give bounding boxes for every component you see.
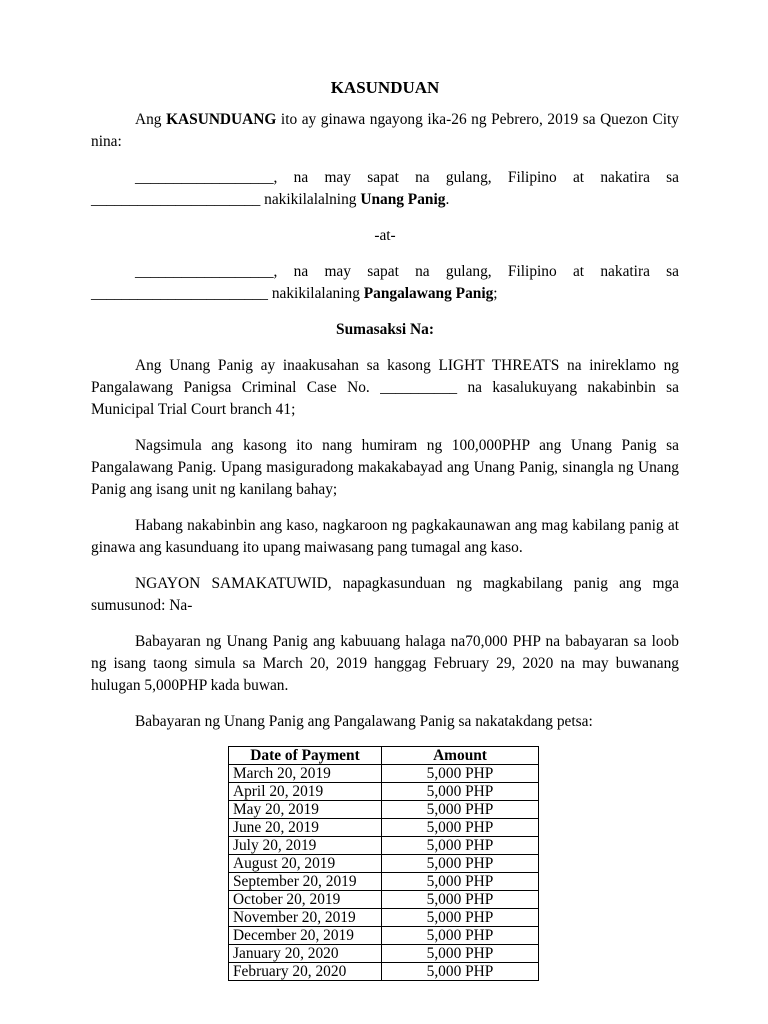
payment-date: October 20, 2019 — [229, 891, 382, 909]
paragraph-agreement: Habang nakabinbin ang kaso, nagkaroon ng pagkakaunawan ang mag kabilang panig at ginawa ang kasunduang ito upang maiwasang pang tumagal ang kaso. — [91, 517, 679, 556]
table-header-row — [229, 747, 539, 765]
table-row — [229, 855, 539, 873]
header-amount: Amount — [382, 747, 539, 765]
table-row — [229, 927, 539, 945]
paragraph-origin: Nagsimula ang kasong ito nang humiram ng 100,000PHP ang Unang Panig sa Pangalawang Panig. Upang masiguradong makakabayad ang Unang Panig, sinangla ng Unang Panig ang isang unit ng kanilang bahay; — [91, 437, 679, 498]
payment-date: December 20, 2019 — [229, 927, 382, 945]
payment-date: July 20, 2019 — [229, 837, 382, 855]
party1-text: __________________, na may sapat na gulang, Filipino at nakatira sa ______________________ nakikilalalning — [91, 169, 679, 208]
paragraph-payment-terms: Babayaran ng Unang Panig ang kabuuang halaga na70,000 PHP na babayaran sa loob ng isang taong simula sa March 20, 2019 hanggag February 29, 2020 na may buwanang hulugan 5,000PHP kada buwan. — [91, 633, 679, 694]
payment-amount: 5,000 PHP — [382, 855, 539, 873]
payment-date: November 20, 2019 — [229, 909, 382, 927]
payment-table — [228, 746, 539, 981]
party1-paragraph — [91, 167, 679, 211]
document-title: KASUNDUAN — [330, 78, 440, 97]
party1-role: Unang Panig — [360, 191, 446, 208]
payment-date: February 20, 2020 — [229, 963, 382, 981]
witness-heading: Sumasaksi Na: — [336, 321, 434, 338]
payment-schedule — [228, 746, 679, 981]
table-row — [229, 765, 539, 783]
payment-amount: 5,000 PHP — [382, 765, 539, 783]
payment-amount: 5,000 PHP — [382, 873, 539, 891]
payment-date: August 20, 2019 — [229, 855, 382, 873]
intro-post: ito ay ginawa ngayong ika-26 ng Pebrero, 2019 sa Quezon City nina: — [91, 111, 679, 150]
header-date: Date of Payment — [229, 747, 382, 765]
intro-pre: Ang — [135, 111, 167, 128]
table-row — [229, 873, 539, 891]
intro-bold: KASUNDUANG — [166, 111, 277, 128]
payment-date: April 20, 2019 — [229, 783, 382, 801]
separator: -at- — [374, 227, 396, 244]
payment-date: January 20, 2020 — [229, 945, 382, 963]
table-row — [229, 891, 539, 909]
payment-date: March 20, 2019 — [229, 765, 382, 783]
party2-paragraph — [91, 261, 679, 305]
party2-text: __________________, na may sapat na gulang, Filipino at nakatira sa _______________________ nakikilalaning — [91, 263, 679, 302]
table-row — [229, 837, 539, 855]
paragraph-whereas: NGAYON SAMAKATUWID, napagkasunduan ng magkabilang panig ang mga sumusunod: Na- — [91, 575, 679, 614]
party2-end: ; — [493, 285, 498, 302]
table-row — [229, 963, 539, 981]
payment-amount: 5,000 PHP — [382, 837, 539, 855]
paragraph-schedule-intro: Babayaran ng Unang Panig ang Pangalawang Panig sa nakatakdang petsa: — [135, 713, 593, 730]
payment-amount: 5,000 PHP — [382, 891, 539, 909]
table-row — [229, 801, 539, 819]
intro-paragraph — [91, 109, 679, 153]
table-row — [229, 819, 539, 837]
paragraph-case: Ang Unang Panig ay inaakusahan sa kasong LIGHT THREATS na inireklamo ng Pangalawang Panigsa Criminal Case No. __________ na kasalukuyang nakabinbin sa Municipal Trial Court branch 41; — [91, 357, 679, 418]
payment-date: May 20, 2019 — [229, 801, 382, 819]
payment-date: September 20, 2019 — [229, 873, 382, 891]
payment-amount: 5,000 PHP — [382, 963, 539, 981]
payment-amount: 5,000 PHP — [382, 909, 539, 927]
party1-end: . — [445, 191, 450, 208]
party2-role: Pangalawang Panig — [363, 285, 494, 302]
payment-amount: 5,000 PHP — [382, 927, 539, 945]
payment-amount: 5,000 PHP — [382, 783, 539, 801]
table-row — [229, 909, 539, 927]
table-row — [229, 945, 539, 963]
payment-amount: 5,000 PHP — [382, 819, 539, 837]
payment-amount: 5,000 PHP — [382, 801, 539, 819]
table-row — [229, 783, 539, 801]
document-body — [91, 76, 679, 981]
payment-date: June 20, 2019 — [229, 819, 382, 837]
payment-amount: 5,000 PHP — [382, 945, 539, 963]
